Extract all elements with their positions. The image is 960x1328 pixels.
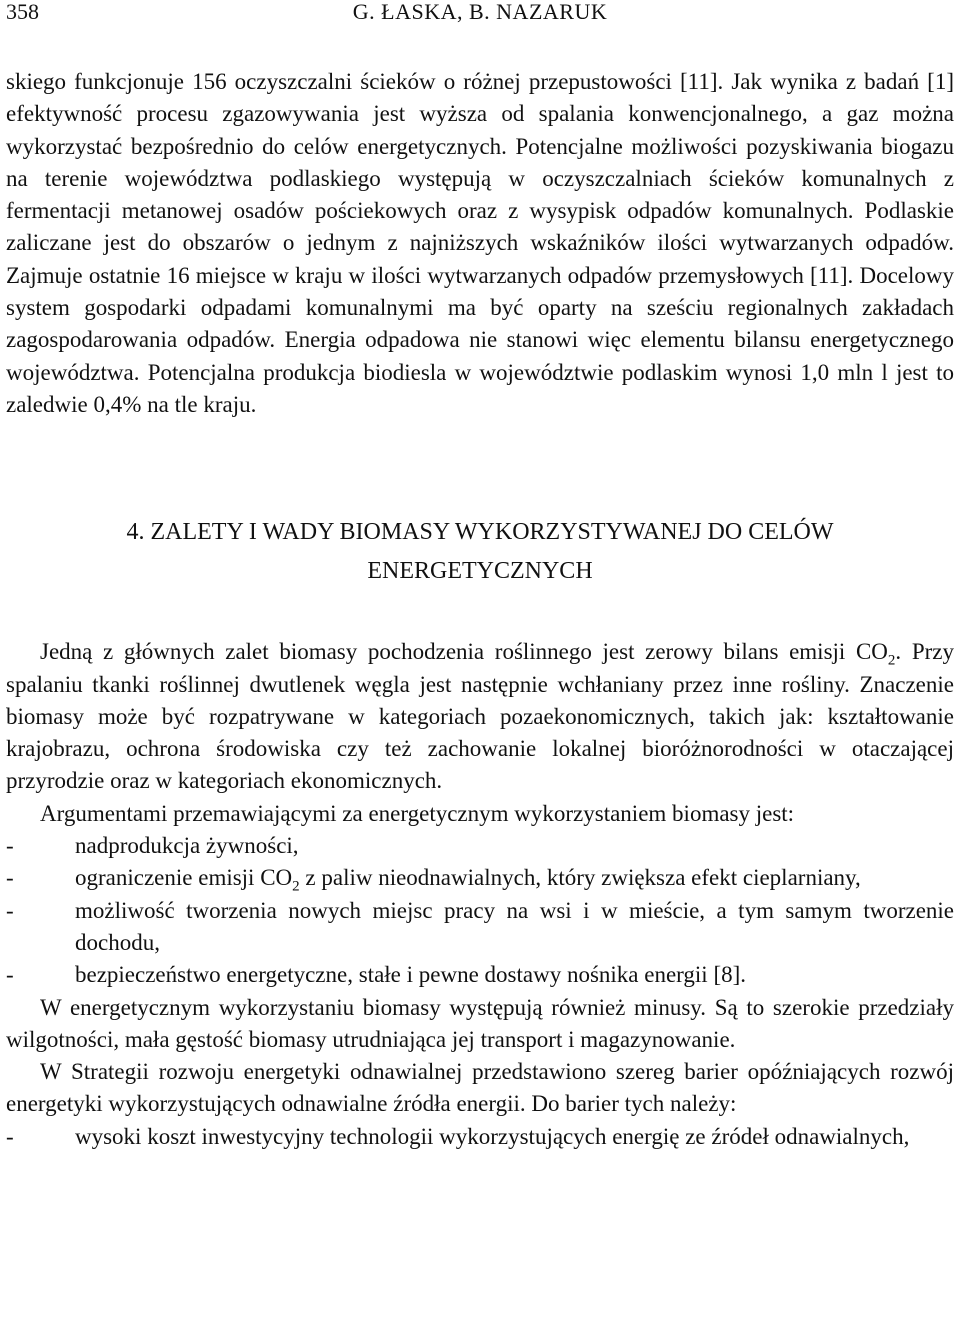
list-item [6,959,954,991]
page-header [6,0,954,30]
list-item [6,862,954,894]
paragraph-advantages-text-a: Jedną z głównych zalet biomasy pochodzenia roślinnego jest zerowy bilans emisji CO [40,639,888,665]
co2-subscript: 2 [887,652,896,669]
list-item [6,830,954,862]
co2-subscript: 2 [292,878,300,895]
list-dash: - [6,1123,14,1149]
paragraph-arguments-intro: Argumentami przemawiającymi za energetycznym wykorzystaniem biomasy jest: [40,800,795,826]
arguments-list [6,830,954,991]
list-item-text: nadprodukcja żywności, [75,833,299,859]
list-item-text: bezpieczeństwo energetyczne, stałe i pewne dostawy nośnika energii [8]. [75,962,747,988]
list-item-text: możliwość tworzenia nowych miejsc pracy na wsi i w mieście, a tym samym tworzenie dochodu, [75,897,954,955]
paragraph-advantages [6,636,954,797]
paragraph-barriers-intro: W Strategii rozwoju energetyki odnawialnej przedstawiono szereg barier opóźniających rozwój energetyki wykorzystujących odnawialne źródła energii. Do barier tych należy: [6,1059,954,1117]
list-item-text: wysoki koszt inwestycyjny technologii wykorzystujących energię ze źródeł odnawialnych, [75,1123,910,1149]
section-heading-line-1: 4. ZALETY I WADY BIOMASY WYKORZYSTYWANEJ DO CELÓW [126,519,834,546]
list-dash: - [6,865,14,891]
barriers-list [6,1121,954,1153]
list-dash: - [6,962,14,988]
paragraph-intro: skiego funkcjonuje 156 oczyszczalni ścieków o różnej przepustowości [11]. Jak wynika z badań [1] efektywność procesu zgazowywania jest wyższa od spalania konwencjonalnego, a gaz można wykorzystać bezpośrednio do celów energetycznych. Potencjalne możliwości pozyskiwania biogazu na terenie województwa podlaskiego występują w oczyszczalniach ścieków komunalnych z fermentacji metanowej osadów pościekowych oraz z wysypisk odpadów komunalnych. Podlaskie zaliczane jest do obszarów o jednym z najniższych wskaźników ilości wytwarzanych odpadów. Zajmuje ostatnie 16 miejsce w kraju w ilości wytwarzanych odpadów przemysłowych [11]. Docelowy system gospodarki odpadami komunalnymi ma być oparty na sześciu regionalnych zakładach zagospodarowania odpadów. Energia odpadowa nie stanowi więc elementu bilansu energetycznego województwa. Potencjalna produkcja biodiesla w województwie podlaskim wynosi 1,0 mln l jest to zaledwie 0,4% na tle kraju. [6,69,954,417]
body-text [6,66,954,1153]
list-dash: - [6,833,14,859]
list-item-text-b: z paliw nieodnawialnych, który zwiększa efekt cieplarniany, [299,865,861,891]
page-number: 358 [6,0,39,24]
section-heading-line-2: ENERGETYCZNYCH [367,558,593,585]
list-item [6,895,954,960]
paragraph-advantages-text-b: . Przy spalaniu tkanki roślinnej dwutlenek węgla jest następnie wchłaniany przez inne rośliny. Znaczenie biomasy może być rozpatrywane w kategoriach pozaekonomicznych, takich jak: kształtowanie krajobrazu, ochrona środowiska czy też zachowanie lokalnej bioróżnorodności w otaczającej przyrodzie oraz w kategoriach ekonomicznych. [6,639,954,794]
list-item-text-a: ograniczenie emisji CO [75,865,293,891]
paragraph-disadvantages: W energetycznym wykorzystaniu biomasy występują również minusy. Są to szerokie przedziały wilgotności, mała gęstość biomasy utrudniająca jej transport i magazynowanie. [6,994,954,1052]
running-head-authors: G. ŁASKA, B. NAZARUK [352,0,608,24]
list-item [6,1121,954,1153]
section-heading [6,513,954,591]
list-dash: - [6,897,14,923]
